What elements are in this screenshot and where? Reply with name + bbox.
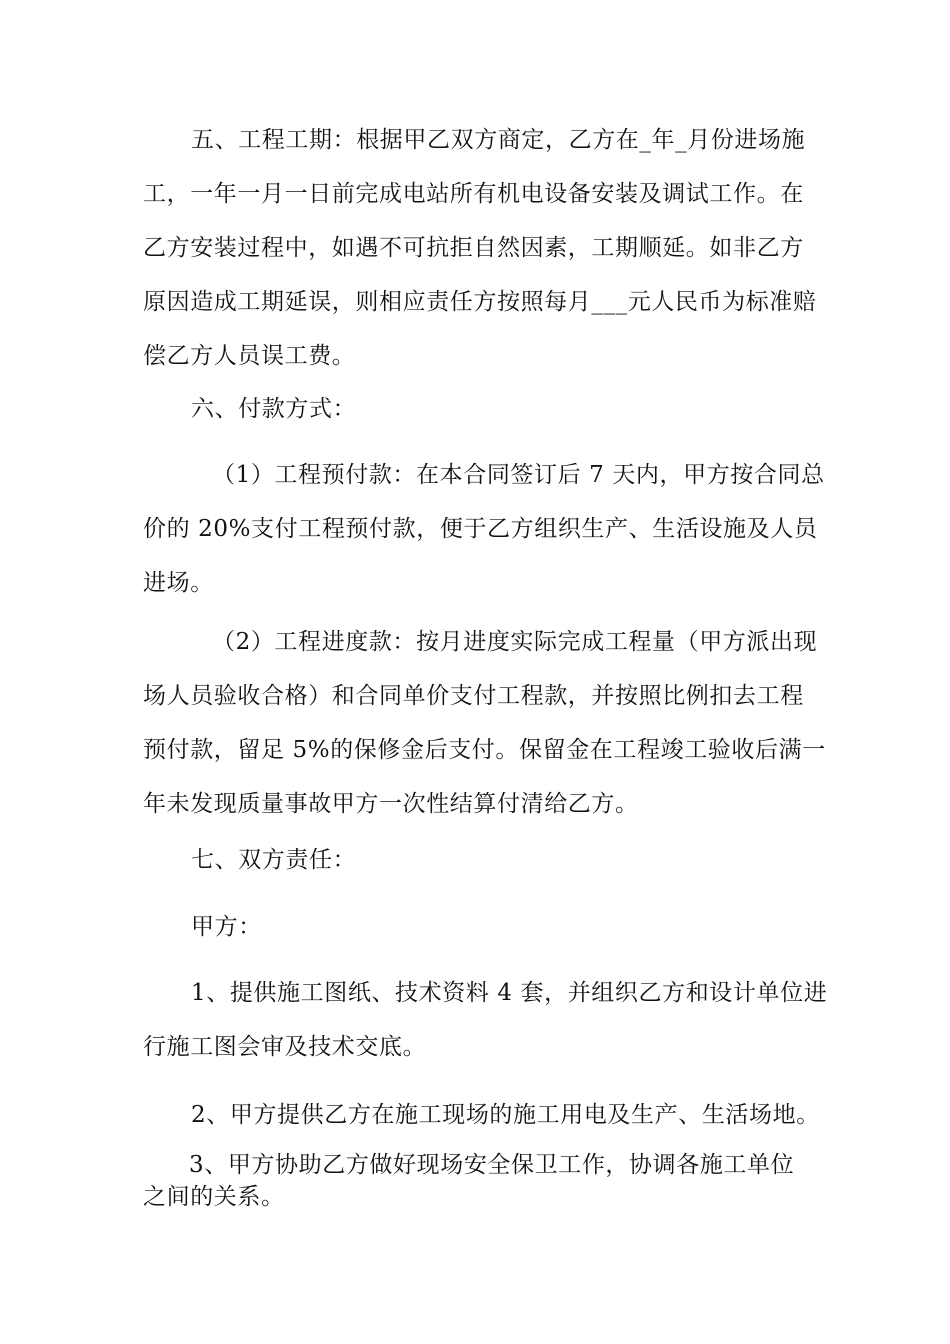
text-line: 乙方安装过程中，如遇不可抗拒自然因素，工期顺延。如非乙方: [143, 235, 804, 261]
text-line: 2、甲方提供乙方在施工现场的施工用电及生产、生活场地。: [191, 1102, 820, 1128]
party-a-heading: [143, 900, 815, 954]
text-line: 工，一年一月一日前完成电站所有机电设备安装及调试工作。在: [143, 181, 804, 207]
text-line: 甲方：: [191, 914, 262, 940]
payment-item-2: [143, 615, 826, 831]
text-line: 年未发现质量事故甲方一次性结算付清给乙方。: [143, 791, 639, 817]
text-line: （1）工程预付款：在本合同签订后 7 天内，甲方按合同总: [212, 462, 825, 488]
section-7-heading: [143, 833, 815, 887]
text-line: 五、工程工期：根据甲乙双方商定，乙方在_年_月份进场施: [191, 127, 806, 153]
text-line: 行施工图会审及技术交底。: [143, 1034, 427, 1060]
payment-item-1: [143, 448, 825, 610]
text-line: 1、提供施工图纸、技术资料 4 套，并组织乙方和设计单位进: [191, 980, 828, 1006]
party-a-duty-2: [143, 1088, 820, 1142]
text-line: 场人员验收合格）和合同单价支付工程款，并按照比例扣去工程: [143, 683, 804, 709]
section-6-heading: [143, 382, 815, 436]
section-5-paragraph: [143, 113, 815, 383]
text-line: 原因造成工期延误，则相应责任方按照每月___元人民币为标准赔: [143, 289, 817, 315]
text-line: 之间的关系。: [143, 1184, 285, 1210]
text-line: 六、付款方式：: [191, 396, 357, 422]
party-a-duty-3: [143, 1149, 815, 1213]
text-line: 3、甲方协助乙方做好现场安全保卫工作，协调各施工单位: [189, 1152, 795, 1178]
text-line: 偿乙方人员误工费。: [143, 343, 356, 369]
text-line: 预付款，留足 5%的保修金后支付。保留金在工程竣工验收后满一: [143, 737, 826, 763]
text-line: 价的 20%支付工程预付款，便于乙方组织生产、生活设施及人员: [143, 516, 818, 542]
text-line: 进场。: [143, 570, 214, 596]
text-line: （2）工程进度款：按月进度实际完成工程量（甲方派出现: [212, 629, 818, 655]
text-line: 七、双方责任：: [191, 847, 357, 873]
party-a-duty-1: [143, 966, 828, 1074]
